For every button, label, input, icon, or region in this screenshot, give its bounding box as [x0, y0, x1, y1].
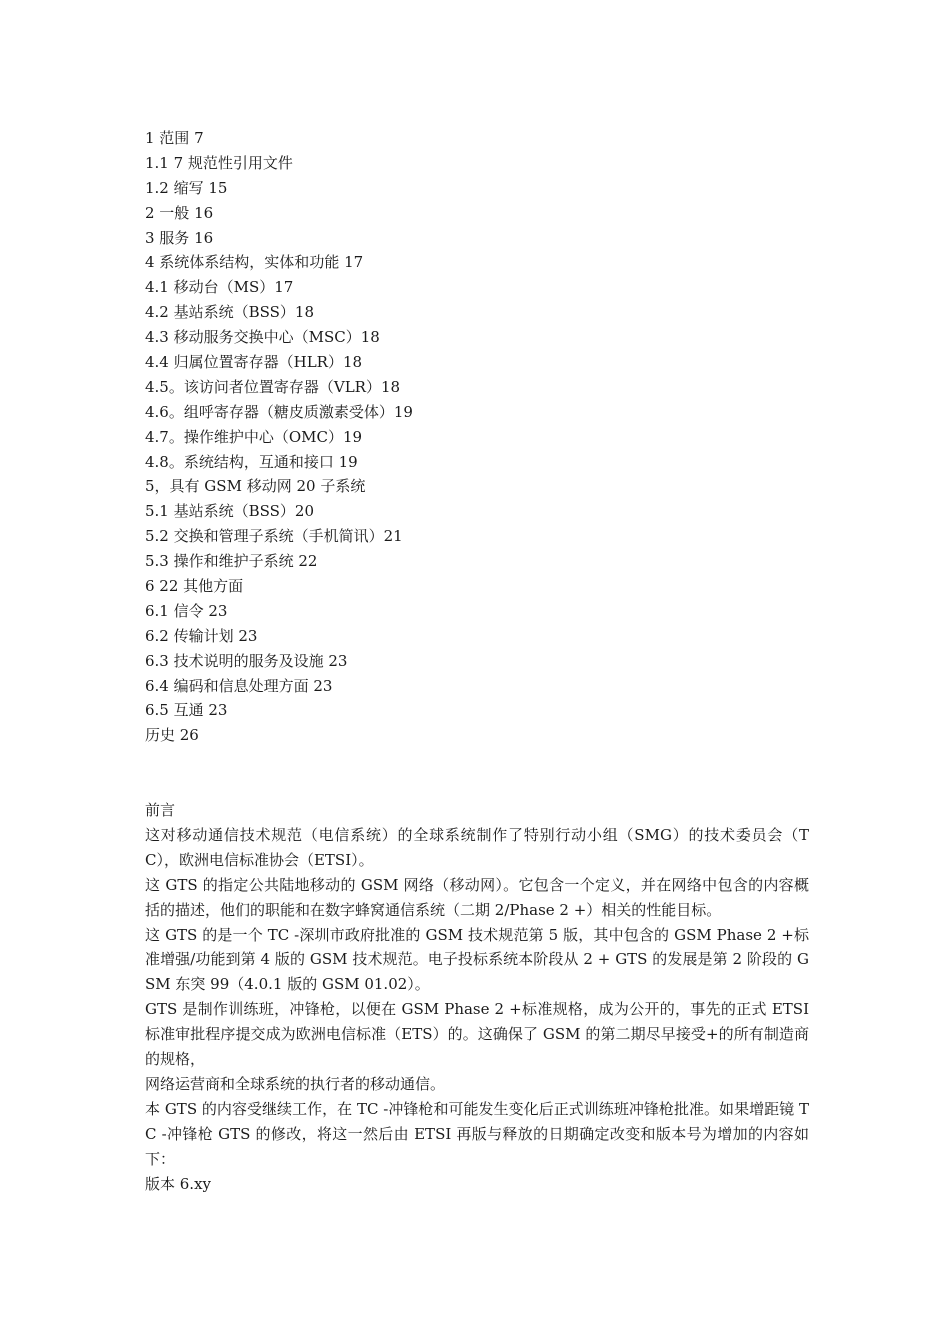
toc-entry: 1.1 7 规范性引用文件: [145, 153, 293, 172]
toc-entry: 5.3 操作和维护子系统 22: [145, 552, 318, 571]
toc-entry: 1 范围 7: [145, 129, 204, 147]
foreword-paragraph: 这对移动通信技术规范（电信系统）的全球系统制作了特别行动小组（SMG）的技术委员会（TC），欧洲电信标准协会（ETSI）。: [145, 825, 809, 869]
toc-entry: 历史 26: [145, 726, 199, 745]
toc-entry: 2 一般 16: [145, 203, 214, 222]
foreword-heading: 前言: [145, 801, 176, 819]
toc-entry: 6.2 传输计划 23: [145, 626, 258, 645]
toc-entry: 1.2 缩写 15: [145, 178, 228, 197]
toc-entry: 4.8。系统结构，互通和接口 19: [145, 452, 358, 471]
toc-entry: 6 22 其他方面: [145, 577, 244, 596]
toc-entry: 6.5 互通 23: [145, 701, 228, 720]
foreword-paragraph: 本 GTS 的内容受继续工作，在 TC -冲锋枪和可能发生变化后正式训练班冲锋枪批准。如果增距镜 TC -冲锋枪 GTS 的修改，将这一然后由 ETSI 再版与释放的日期确定改变和版本号为增加的内容如下：: [145, 1099, 809, 1168]
toc-entry: 6.1 信令 23: [145, 601, 228, 620]
toc-entry: 4.5。该访问者位置寄存器（VLR）18: [145, 377, 401, 396]
foreword-paragraph: 这 GTS 的指定公共陆地移动的 GSM 网络（移动网）。它包含一个定义，并在网络中包含的内容概括的描述，他们的职能和在数字蜂窝通信系统（二期 2/Phase 2 +）相关的性能目标。: [145, 875, 809, 919]
toc-entry: 5.2 交换和管理子系统（手机简讯）21: [145, 527, 403, 546]
toc-entry: 6.3 技术说明的服务及设施 23: [145, 651, 348, 670]
toc-entry: 4.3 移动服务交换中心（MSC）18: [145, 328, 380, 347]
toc-entry: 4.2 基站系统（BSS）18: [145, 303, 315, 322]
foreword-paragraph: 版本 6.xy: [145, 1174, 212, 1193]
toc-entry: 5，具有 GSM 移动网 20 子系统: [145, 477, 366, 496]
toc-entry: 4.1 移动台（MS）17: [145, 278, 294, 297]
toc-entry: 3 服务 16: [145, 228, 214, 247]
toc-entry: 4.7。操作维护中心（OMC）19: [145, 427, 363, 446]
foreword-section: [145, 798, 809, 1196]
foreword-paragraph: 网络运营商和全球系统的执行者的移动通信。: [145, 1074, 446, 1093]
table-of-contents: [145, 126, 825, 748]
toc-entry: 4.4 归属位置寄存器（HLR）18: [145, 353, 363, 372]
toc-entry: 4.6。组呼寄存器（糖皮质激素受体）19: [145, 402, 413, 421]
toc-entry: 5.1 基站系统（BSS）20: [145, 502, 315, 521]
toc-entry: 6.4 编码和信息处理方面 23: [145, 676, 333, 695]
toc-entry: 4 系统体系结构，实体和功能 17: [145, 253, 364, 272]
foreword-paragraph: GTS 是制作训练班，冲锋枪，以便在 GSM Phase 2 +标准规格，成为公开的，事先的正式 ETSI 标准审批程序提交成为欧洲电信标准（ETS）的。这确保了 GSM 的第二期尽早接受+的所有制造商的规格，: [145, 1000, 809, 1069]
foreword-paragraph: 这 GTS 的是一个 TC -深圳市政府批准的 GSM 技术规范第 5 版，其中包含的 GSM Phase 2 +标准增强/功能到第 4 版的 GSM 技术规范。电子投标系统本阶段从 2 + GTS 的发展是第 2 阶段的 GSM 东突 99（4.0.1 版的 GSM 01.02）。: [145, 925, 809, 994]
